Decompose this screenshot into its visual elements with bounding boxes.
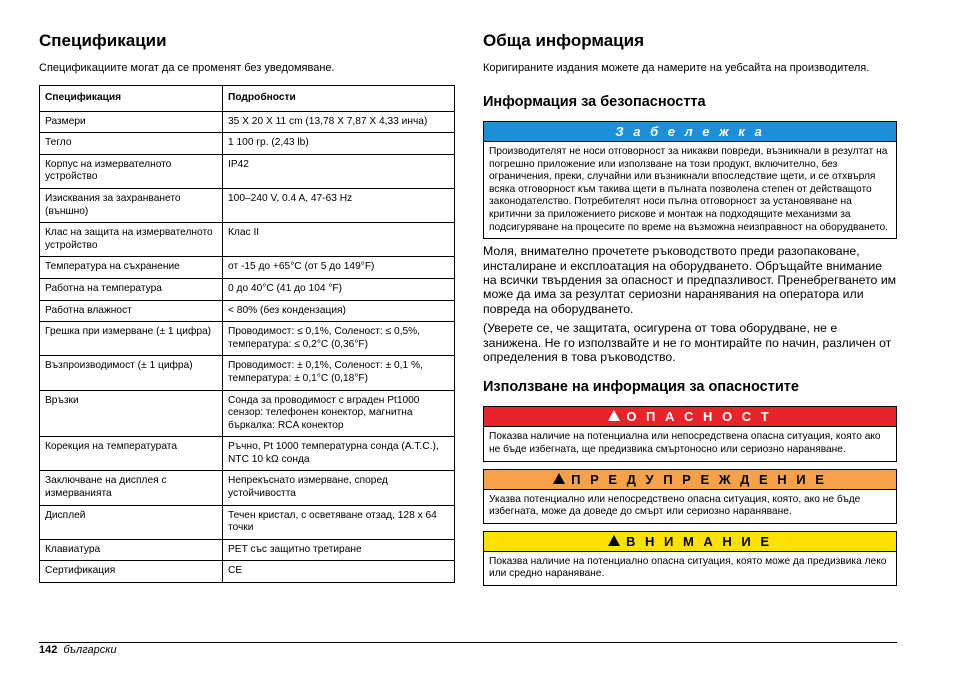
spec-name: Грешка при измерване (± 1 цифра) [40, 322, 223, 356]
table-row [40, 505, 455, 539]
specifications-intro: Спецификациите могат да се променят без уведомяване. [39, 62, 335, 74]
spec-name: Работна на температура [40, 278, 223, 300]
danger-box [483, 406, 897, 461]
table-row [40, 437, 455, 471]
table-row [40, 322, 455, 356]
spec-value: 1 100 гр. (2,43 lb) [223, 133, 455, 155]
table-header-specification: Спецификация [40, 86, 223, 112]
caution-box [483, 531, 897, 586]
table-row [40, 471, 455, 505]
general-information-title: Обща информация [483, 31, 644, 50]
warning-box [483, 469, 897, 524]
specifications-title: Спецификации [39, 31, 167, 50]
spec-name: Температура на съхранение [40, 257, 223, 279]
footer-divider [39, 642, 897, 643]
table-row [40, 257, 455, 279]
spec-value: Ръчно, Pt 1000 температурна сонда (A.T.C.), NTC 10 kΩ сонда [223, 437, 455, 471]
page-number: 142 [39, 644, 58, 656]
spec-name: Връзки [40, 390, 223, 437]
spec-value: Течен кристал, с осветяване отзад, 128 x 64 точки [223, 505, 455, 539]
spec-value: CE [223, 561, 455, 583]
table-header-row [40, 86, 455, 112]
warning-triangle-icon [608, 535, 620, 546]
table-row [40, 539, 455, 561]
spec-name: Изисквания за захранването (външно) [40, 188, 223, 222]
table-row [40, 278, 455, 300]
warning-triangle-icon [608, 410, 620, 421]
table-row [40, 111, 455, 133]
spec-value: 0 до 40°C (41 до 104 °F) [223, 278, 455, 300]
spec-name: Възпроизводимост (± 1 цифра) [40, 356, 223, 390]
table-row [40, 356, 455, 390]
spec-name: Дисплей [40, 505, 223, 539]
table-row [40, 188, 455, 222]
danger-label: О П А С Н О С Т [626, 409, 772, 425]
spec-value: от -15 до +65°C (от 5 до 149°F) [223, 257, 455, 279]
table-row [40, 223, 455, 257]
spec-value: Проводимост: ± 0,1%, Соленост: ± 0,1 %, температура: ± 0,1°C (0,18°F) [223, 356, 455, 390]
safety-information-title: Информация за безопасността [483, 94, 706, 110]
spec-name: Корекция на температурата [40, 437, 223, 471]
table-header-details: Подробности [223, 86, 455, 112]
protection-paragraph: (Уверете се, че защитата, осигурена от това оборудване, не е занижена. Не го използвайте и не го монтирайте по начин, различен от определения в това ръководство. [483, 321, 892, 364]
spec-name: Клас на защита на измервателното устройство [40, 223, 223, 257]
spec-name: Тегло [40, 133, 223, 155]
table-row [40, 154, 455, 188]
danger-header [484, 407, 896, 427]
spec-value: Сонда за проводимост с вграден Pt1000 сензор: телефонен конектор, магнитна бъркалка: RCA конектор [223, 390, 455, 437]
spec-name: Размери [40, 111, 223, 133]
spec-value: IP42 [223, 154, 455, 188]
warning-header [484, 470, 896, 490]
table-row [40, 561, 455, 583]
table-row [40, 133, 455, 155]
caution-text: Показва наличие на потенциално опасна ситуация, която може да предизвика леко или средно нараняване. [489, 555, 887, 580]
spec-value: Непрекъснато измерване, според устойчивостта [223, 471, 455, 505]
warning-label: П Р Е Д У П Р Е Ж Д Е Н И Е [571, 471, 827, 487]
hazard-information-title: Използване на информация за опасностите [483, 379, 799, 396]
spec-name: Сертификация [40, 561, 223, 583]
note-box [483, 121, 897, 239]
footer-language: български [63, 644, 117, 656]
spec-name: Корпус на измервателното устройство [40, 154, 223, 188]
spec-name: Клавиатура [40, 539, 223, 561]
spec-value: 100–240 V, 0.4 A, 47-63 Hz [223, 188, 455, 222]
table-row [40, 300, 455, 322]
spec-value: PET със защитно третиране [223, 539, 455, 561]
safety-paragraph: Моля, внимателно прочетете ръководството преди разопаковане, инсталиране и експлоатация на оборудването. Обръщайте внимание на всички твърдения за опасност и предпазливост. Пренебрегването им може да има за резултат сериозни наранявания на оператора или повреда на оборудването. [483, 244, 897, 316]
note-label: З а б е л е ж к а [484, 122, 896, 142]
spec-value: 35 X 20 X 11 cm (13,78 X 7,87 X 4,33 инча) [223, 111, 455, 133]
spec-value: Клас II [223, 223, 455, 257]
spec-name: Работна влажност [40, 300, 223, 322]
caution-label: В Н И М А Н И Е [625, 533, 773, 549]
danger-text: Показва наличие на потенциална или непосредствена опасна ситуация, която ако не бъде избегната, ще предизвика смъртоносно или сериозно нараняване. [489, 431, 881, 455]
caution-header [484, 532, 896, 552]
table-row [40, 390, 455, 437]
spec-value: < 80% (без кондензация) [223, 300, 455, 322]
general-information-intro: Коригираните издания можете да намерите на уебсайта на производителя. [483, 62, 870, 74]
page-footer [39, 643, 117, 657]
specifications-column [39, 30, 455, 583]
general-information-column [483, 30, 897, 586]
warning-text: Указва потенциално или непосредствено опасна ситуация, която, ако не бъде избегната, може да доведе до смърт или сериозно нараняване. [489, 493, 861, 518]
spec-value: Проводимост: ≤ 0,1%, Соленост: ≤ 0,5%, температура: ≤ 0,2°C (0,36°F) [223, 322, 455, 356]
warning-triangle-icon [553, 473, 565, 484]
note-text: Производителят не носи отговорност за никакви повреди, възникнали в резултат на погрешно приложение или използване на този продукт, включително, без ограничения, преки, случайни или възникнали впоследствие щети, и се отхвърля всяка отговорност към такива щети в пълната позволена степен от действащото законодателство. Потребителят носи пълна отговорност за установяване на критични за приложението рискове и монтаж на подходящите механизми за подсигуряване на процесите по време на възможна неизправност на оборудването. [489, 146, 889, 233]
specifications-table [39, 85, 455, 583]
spec-name: Заключване на дисплея с измерванията [40, 471, 223, 505]
